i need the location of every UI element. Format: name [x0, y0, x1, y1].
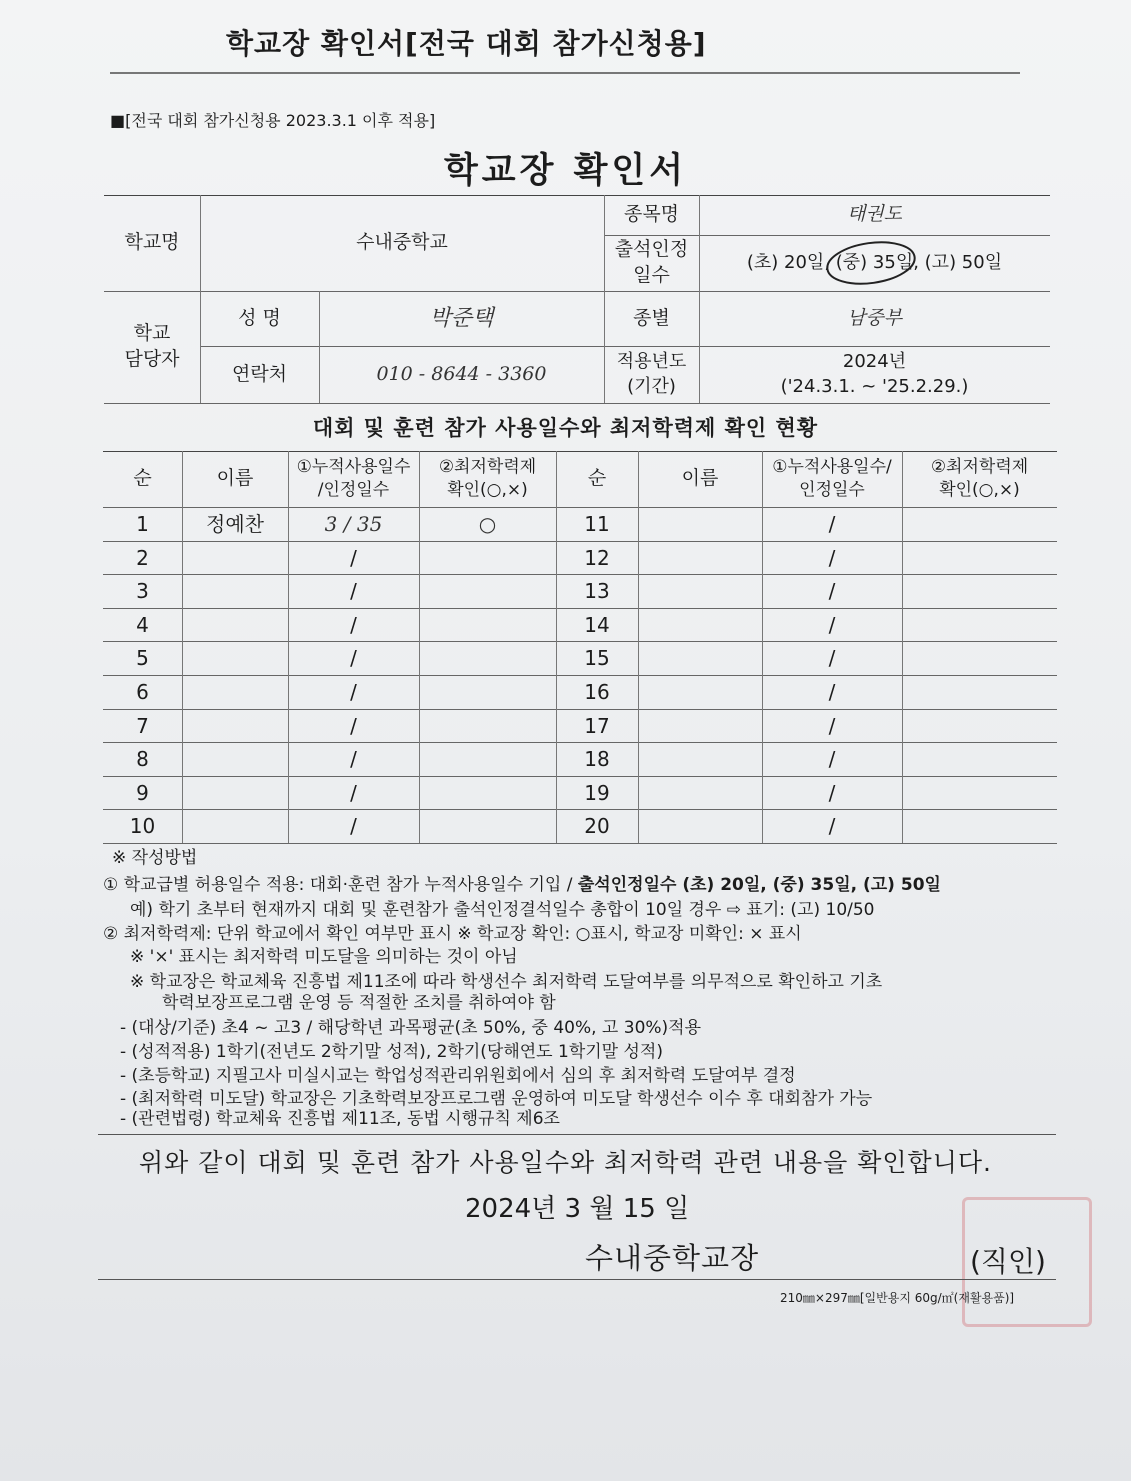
school-name-label: 학교명	[124, 231, 180, 254]
table-cell	[638, 541, 762, 575]
table-cell	[902, 675, 1057, 709]
table-cell	[902, 809, 1057, 843]
instruction-line-10: - (최저학력 미도달) 학교장은 기초학력보장프로그램 운영하여 미도달 학생선수 이수 후 대회참가 가능	[120, 1089, 873, 1109]
table-cell	[902, 541, 1057, 575]
table-cell	[638, 776, 762, 810]
table-cell	[419, 776, 556, 810]
table-cell: 13	[584, 578, 610, 603]
table-cell: 2	[136, 545, 149, 570]
instructions-divider	[98, 1134, 1056, 1135]
table-cell: /	[350, 612, 357, 637]
table-cell: /	[828, 578, 836, 603]
table-cell: /	[350, 679, 357, 704]
table-cell	[419, 809, 556, 843]
section-title: 대회 및 훈련 참가 사용일수와 최저학력제 확인 현황	[312, 416, 819, 440]
bottom-divider	[98, 1279, 1056, 1280]
top-title: 학교장 확인서[전국 대회 참가신청용]	[226, 27, 707, 60]
table-cell	[419, 608, 556, 642]
table-header-cell: ①누적사용일수 /인정일수	[296, 457, 411, 500]
table-cell	[638, 742, 762, 776]
table-cell: 정예찬	[206, 511, 264, 536]
instruction-line-3: ② 최저학력제: 단위 학교에서 확인 여부만 표시 ※ 학교장 확인: ○표시, 학교장 미확인: × 표시	[103, 924, 802, 944]
table-cell	[902, 507, 1057, 541]
table-cell	[638, 809, 762, 843]
instruction-line-1-b: 출석인정일수 (초) 20일, (중) 35일, (고) 50일	[577, 875, 941, 895]
table-cell: 17	[584, 713, 610, 738]
period-text: ('24.3.1. ~ '25.2.29.)	[780, 375, 969, 397]
table-cell	[182, 608, 288, 642]
table-cell: 7	[136, 713, 149, 738]
table-header-cell: ②최저학력제 확인(○,×)	[930, 457, 1029, 500]
table-cell	[419, 574, 556, 608]
person-name-label: 성 명	[238, 306, 281, 329]
table-line	[103, 843, 1057, 844]
table-header-cell: ②최저학력제 확인(○,×)	[438, 457, 537, 500]
instruction-line-1-a: ① 학교급별 허용일수 적용: 대회·훈련 참가 누적사용일수 기입 /	[103, 875, 578, 895]
table-cell: /	[350, 578, 357, 603]
table-cell	[902, 574, 1057, 608]
confirm-text: 위와 같이 대회 및 훈련 참가 사용일수와 최저학력 관련 내용을 확인합니다.	[139, 1148, 992, 1177]
table-cell	[419, 541, 556, 575]
table-cell: /	[828, 746, 836, 771]
table-cell: /	[350, 780, 357, 805]
paper-spec-footer: 210㎜×297㎜[일반용지 60g/㎡(재활용품)]	[780, 1291, 1015, 1305]
table-cell: 15	[584, 645, 610, 670]
principal-name: 수내중학교장	[585, 1241, 760, 1275]
table-header-cell: 이름	[681, 467, 719, 490]
table-cell	[638, 574, 762, 608]
table-header-cell: 순	[587, 467, 607, 490]
instruction-line-9: - (초등학교) 지필고사 미실시교는 학업성적관리위원회에서 심의 후 최저학력 도달여부 결정	[120, 1066, 796, 1086]
seal-label: (직인)	[970, 1245, 1046, 1278]
table-cell: 10	[129, 813, 156, 838]
hand-circle-mark	[823, 237, 923, 289]
table-cell: 14	[584, 612, 610, 637]
table-cell: 9	[136, 780, 149, 805]
instruction-line-6: 학력보장프로그램 운영 등 적절한 조치를 취하여야 함	[162, 993, 556, 1013]
table-cell: 11	[584, 511, 610, 536]
year-label: 적용년도 (기간)	[616, 351, 687, 397]
instruction-line-7: - (대상/기준) 초4 ~ 고3 / 해당학년 과목평균(초 50%, 중 40%, 고 30%)적용	[120, 1018, 702, 1038]
table-cell	[182, 809, 288, 843]
table-cell: 19	[584, 780, 610, 805]
table-cell: /	[828, 813, 836, 838]
sport-value: 태권도	[846, 203, 903, 226]
table-cell	[182, 641, 288, 675]
table-cell: /	[828, 780, 836, 805]
table-cell: 3 / 35	[324, 511, 383, 536]
instruction-line-11: - (관련법령) 학교체육 진흥법 제11조, 동법 시행규칙 제6조	[120, 1109, 560, 1129]
year-text: 2024년	[842, 351, 907, 373]
table-cell: /	[828, 645, 836, 670]
table-cell	[638, 709, 762, 743]
table-cell: 1	[136, 511, 149, 536]
table-cell	[638, 608, 762, 642]
instruction-line-4: ※ '×' 표시는 최저학력 미도달을 의미하는 것이 아님	[130, 947, 518, 967]
table-cell	[182, 574, 288, 608]
gender-value: 남중부	[846, 306, 903, 329]
table-cell	[182, 776, 288, 810]
table-cell	[182, 742, 288, 776]
sport-label: 종목명	[623, 203, 680, 226]
instruction-line-5: ※ 학교장은 학교체육 진흥법 제11조에 따라 학생선수 최저학력 도달여부를 의무적으로 확인하고 기초	[130, 972, 883, 992]
attendance-value	[699, 235, 1050, 291]
school-name-value: 수내중학교	[356, 231, 448, 254]
table-cell: /	[828, 713, 836, 738]
table-cell: /	[828, 511, 836, 536]
table-cell: /	[350, 545, 357, 570]
instructions-heading: ※ 작성방법	[112, 848, 198, 868]
table-cell: 4	[136, 612, 149, 637]
table-cell: /	[828, 545, 836, 570]
top-divider	[110, 72, 1020, 74]
attendance-text: (초) 20일, (중) 35일, (고) 50일	[746, 251, 1003, 273]
table-cell: /	[350, 713, 357, 738]
table-cell	[182, 675, 288, 709]
table-cell	[902, 641, 1057, 675]
date-text: 2024년 3 월 15 일	[465, 1194, 690, 1224]
table-cell	[182, 709, 288, 743]
table-header-cell: ①누적사용일수/ 인정일수	[772, 457, 892, 500]
table-header-cell: 이름	[216, 467, 254, 490]
table-cell	[638, 507, 762, 541]
table-cell: 18	[584, 746, 610, 771]
table-cell	[419, 675, 556, 709]
person-name-value: 박준택	[429, 305, 494, 331]
table-cell: /	[350, 645, 357, 670]
table-cell: 6	[136, 679, 149, 704]
table-cell: ○	[478, 511, 497, 536]
table-cell: /	[350, 746, 357, 771]
table-cell	[182, 541, 288, 575]
table-cell: 12	[584, 545, 610, 570]
table-cell	[902, 776, 1057, 810]
table-cell: 3	[136, 578, 149, 603]
contact-person-label: 학교 담당자	[124, 322, 180, 370]
table-cell	[638, 675, 762, 709]
table-cell	[419, 742, 556, 776]
instruction-line-1	[103, 875, 941, 895]
table-cell: /	[828, 612, 836, 637]
phone-value: 010 - 8644 - 3360	[376, 362, 547, 385]
table-cell: /	[828, 679, 836, 704]
year-value	[699, 346, 1050, 403]
table-header-cell: 순	[133, 467, 152, 490]
document-title: 학교장 확인서	[443, 151, 688, 191]
table-cell	[419, 709, 556, 743]
attendance-label: 출석인정 일수	[614, 238, 689, 286]
table-cell: 16	[584, 679, 610, 704]
table-cell	[419, 641, 556, 675]
instruction-line-8: - (성적적용) 1학기(전년도 2학기말 성적), 2학기(당해연도 1학기말 성적)	[120, 1042, 663, 1062]
table-cell: 20	[584, 813, 610, 838]
table-cell: 5	[136, 645, 149, 670]
table-cell	[902, 742, 1057, 776]
form-note: ■[전국 대회 참가신청용 2023.3.1 이후 적용]	[110, 111, 436, 130]
table-cell	[902, 709, 1057, 743]
table-cell: /	[350, 813, 357, 838]
phone-label: 연락처	[231, 362, 288, 385]
table-cell	[902, 608, 1057, 642]
instruction-line-2: 예) 학기 초부터 현재까지 대회 및 훈련참가 출석인정결석일수 총합이 10일 경우 ⇨ 표기: (고) 10/50	[130, 900, 875, 920]
table-cell: 8	[136, 746, 149, 771]
gender-label: 종별	[633, 306, 670, 329]
table-cell	[638, 641, 762, 675]
